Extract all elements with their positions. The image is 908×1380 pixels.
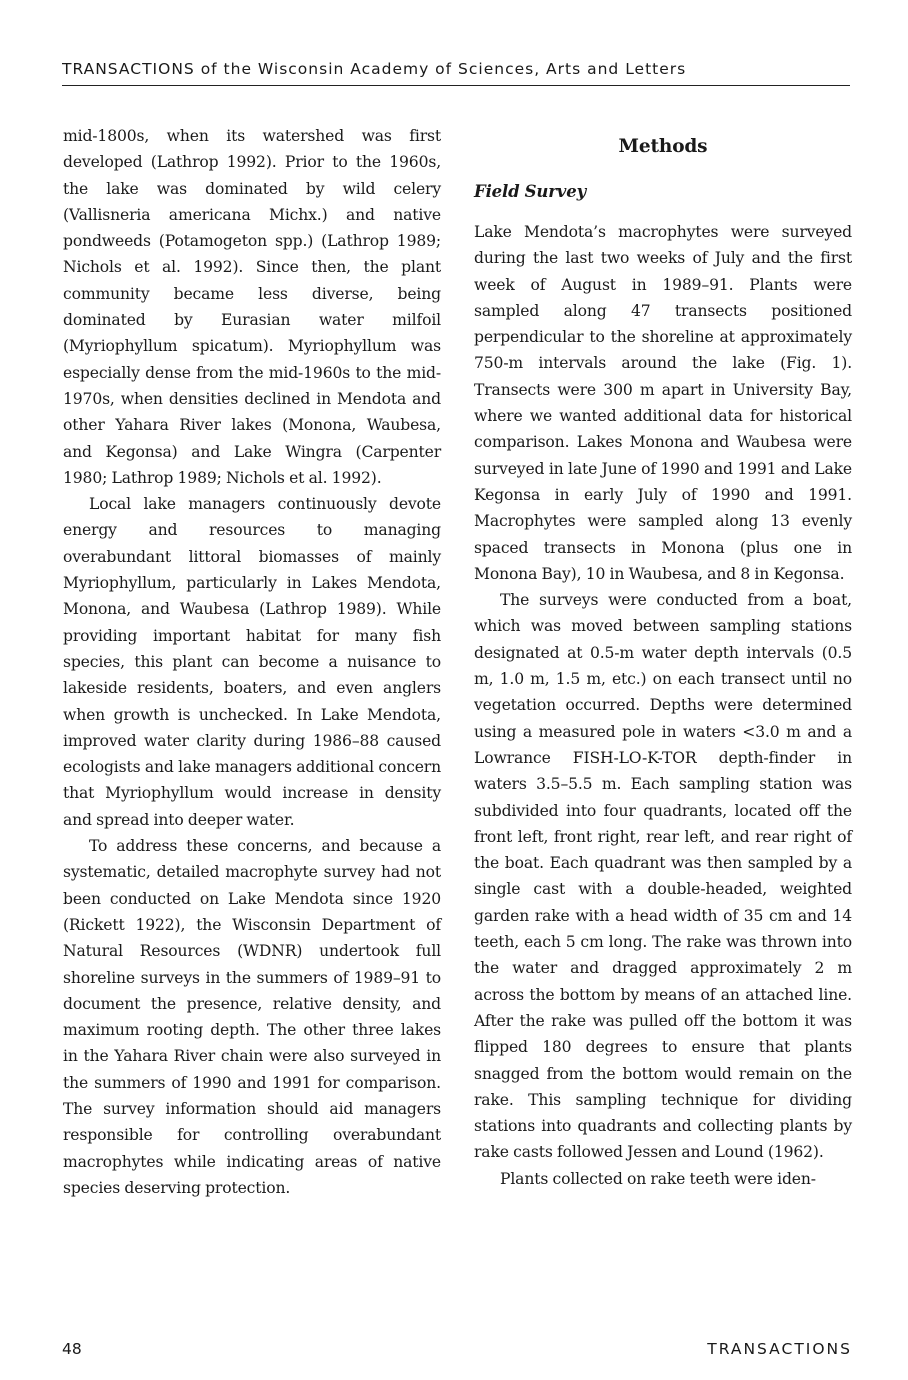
footer-journal-name: TRANSACTIONS — [707, 1340, 852, 1358]
page-number: 48 — [62, 1340, 82, 1358]
paragraph: Plants collected on rake teeth were iden- — [500, 1169, 816, 1188]
paragraph: Lake Mendota’s macrophytes were surveyed during the last two weeks of July and the first week of August in 1989–91. Plants were sampled along 47 transects positioned perpendicular to the shoreline at approximately 750-m intervals around the lake (Fig. 1). Transects were 300 m apart in University Bay, where we wanted additional data for historical comparison. Lakes Monona and Waubesa were surveyed in late June of 1990 and 1991 and Lake Kegonsa in early July of 1990 and 1991. Macrophytes were sampled along 13 evenly spaced transects in Monona (plus one in Monona Bay), 10 in Waubesa, and 8 in Kegonsa. — [474, 223, 852, 583]
subsection-title: Field Survey — [474, 182, 587, 201]
right-column — [474, 123, 852, 1192]
left-column — [63, 123, 441, 1201]
paragraph: The surveys were conducted from a boat, which was moved between sampling stations designated at 0.5-m water depth intervals (0.5 m, 1.0 m, 1.5 m, etc.) on each transect until no vegetation occurred. Depths were determined using a measured pole in waters <3.0 m and a Lowrance FISH-LO-K-TOR depth-finder in waters 3.5–5.5 m. Each sampling station was subdivided into four quadrants, located off the front left, front right, rear left, and rear right of the boat. Each quadrant was then sampled by a single cast with a double-headed, weighted garden rake with a head width of 35 cm and 14 teeth, each 5 cm long. The rake was thrown into the water and dragged approximately 2 m across the bottom by means of an attached line. After the rake was pulled off the bottom it was flipped 180 degrees to ensure that plants snagged from the bottom would remain on the rake. This sampling technique for dividing stations into quadrants and collecting plants by rake casts followed Jessen and Lound (1962). — [474, 591, 852, 1162]
header-rule — [62, 85, 850, 86]
paragraph: mid-1800s, when its watershed was first developed (Lathrop 1992). Prior to the 1960s, the lake was dominated by wild celery (Vallisneria americana Michx.) and native pondweeds (Potamogeton spp.) (Lathrop 1989; Nichols et al. 1992). Since then, the plant community became less diverse, being dominated by Eurasian water milfoil (Myriophyllum spicatum). Myriophyllum was especially dense from the mid-1960s to the mid-1970s, when densities declined in Mendota and other Yahara River lakes (Monona, Waubesa, and Kegonsa) and Lake Wingra (Carpenter 1980; Lathrop 1989; Nichols et al. 1992). — [63, 127, 441, 487]
running-head: TRANSACTIONS of the Wisconsin Academy of Sciences, Arts and Letters — [62, 60, 687, 78]
section-title: Methods — [618, 136, 708, 157]
paragraph: To address these concerns, and because a systematic, detailed macrophyte survey had not been conducted on Lake Mendota since 1920 (Rickett 1922), the Wisconsin Department of Natural Resources (WDNR) undertook full shoreline surveys in the summers of 1989–91 to document the presence, relative density, and maximum rooting depth. The other three lakes in the Yahara River chain were also surveyed in the summers of 1990 and 1991 for comparison. The survey information should aid managers responsible for controlling overabundant macrophytes while indicating areas of native species deserving protection. — [63, 837, 441, 1197]
paragraph: Local lake managers continuously devote energy and resources to managing overabundant littoral biomasses of mainly Myriophyllum, particularly in Lakes Mendota, Monona, and Waubesa (Lathrop 1989). While providing important habitat for many fish species, this plant can become a nuisance to lakeside residents, boaters, and even anglers when growth is unchecked. In Lake Mendota, improved water clarity during 1986–88 caused ecologists and lake managers additional concern that Myriophyllum would increase in density and spread into deeper water. — [63, 495, 441, 829]
